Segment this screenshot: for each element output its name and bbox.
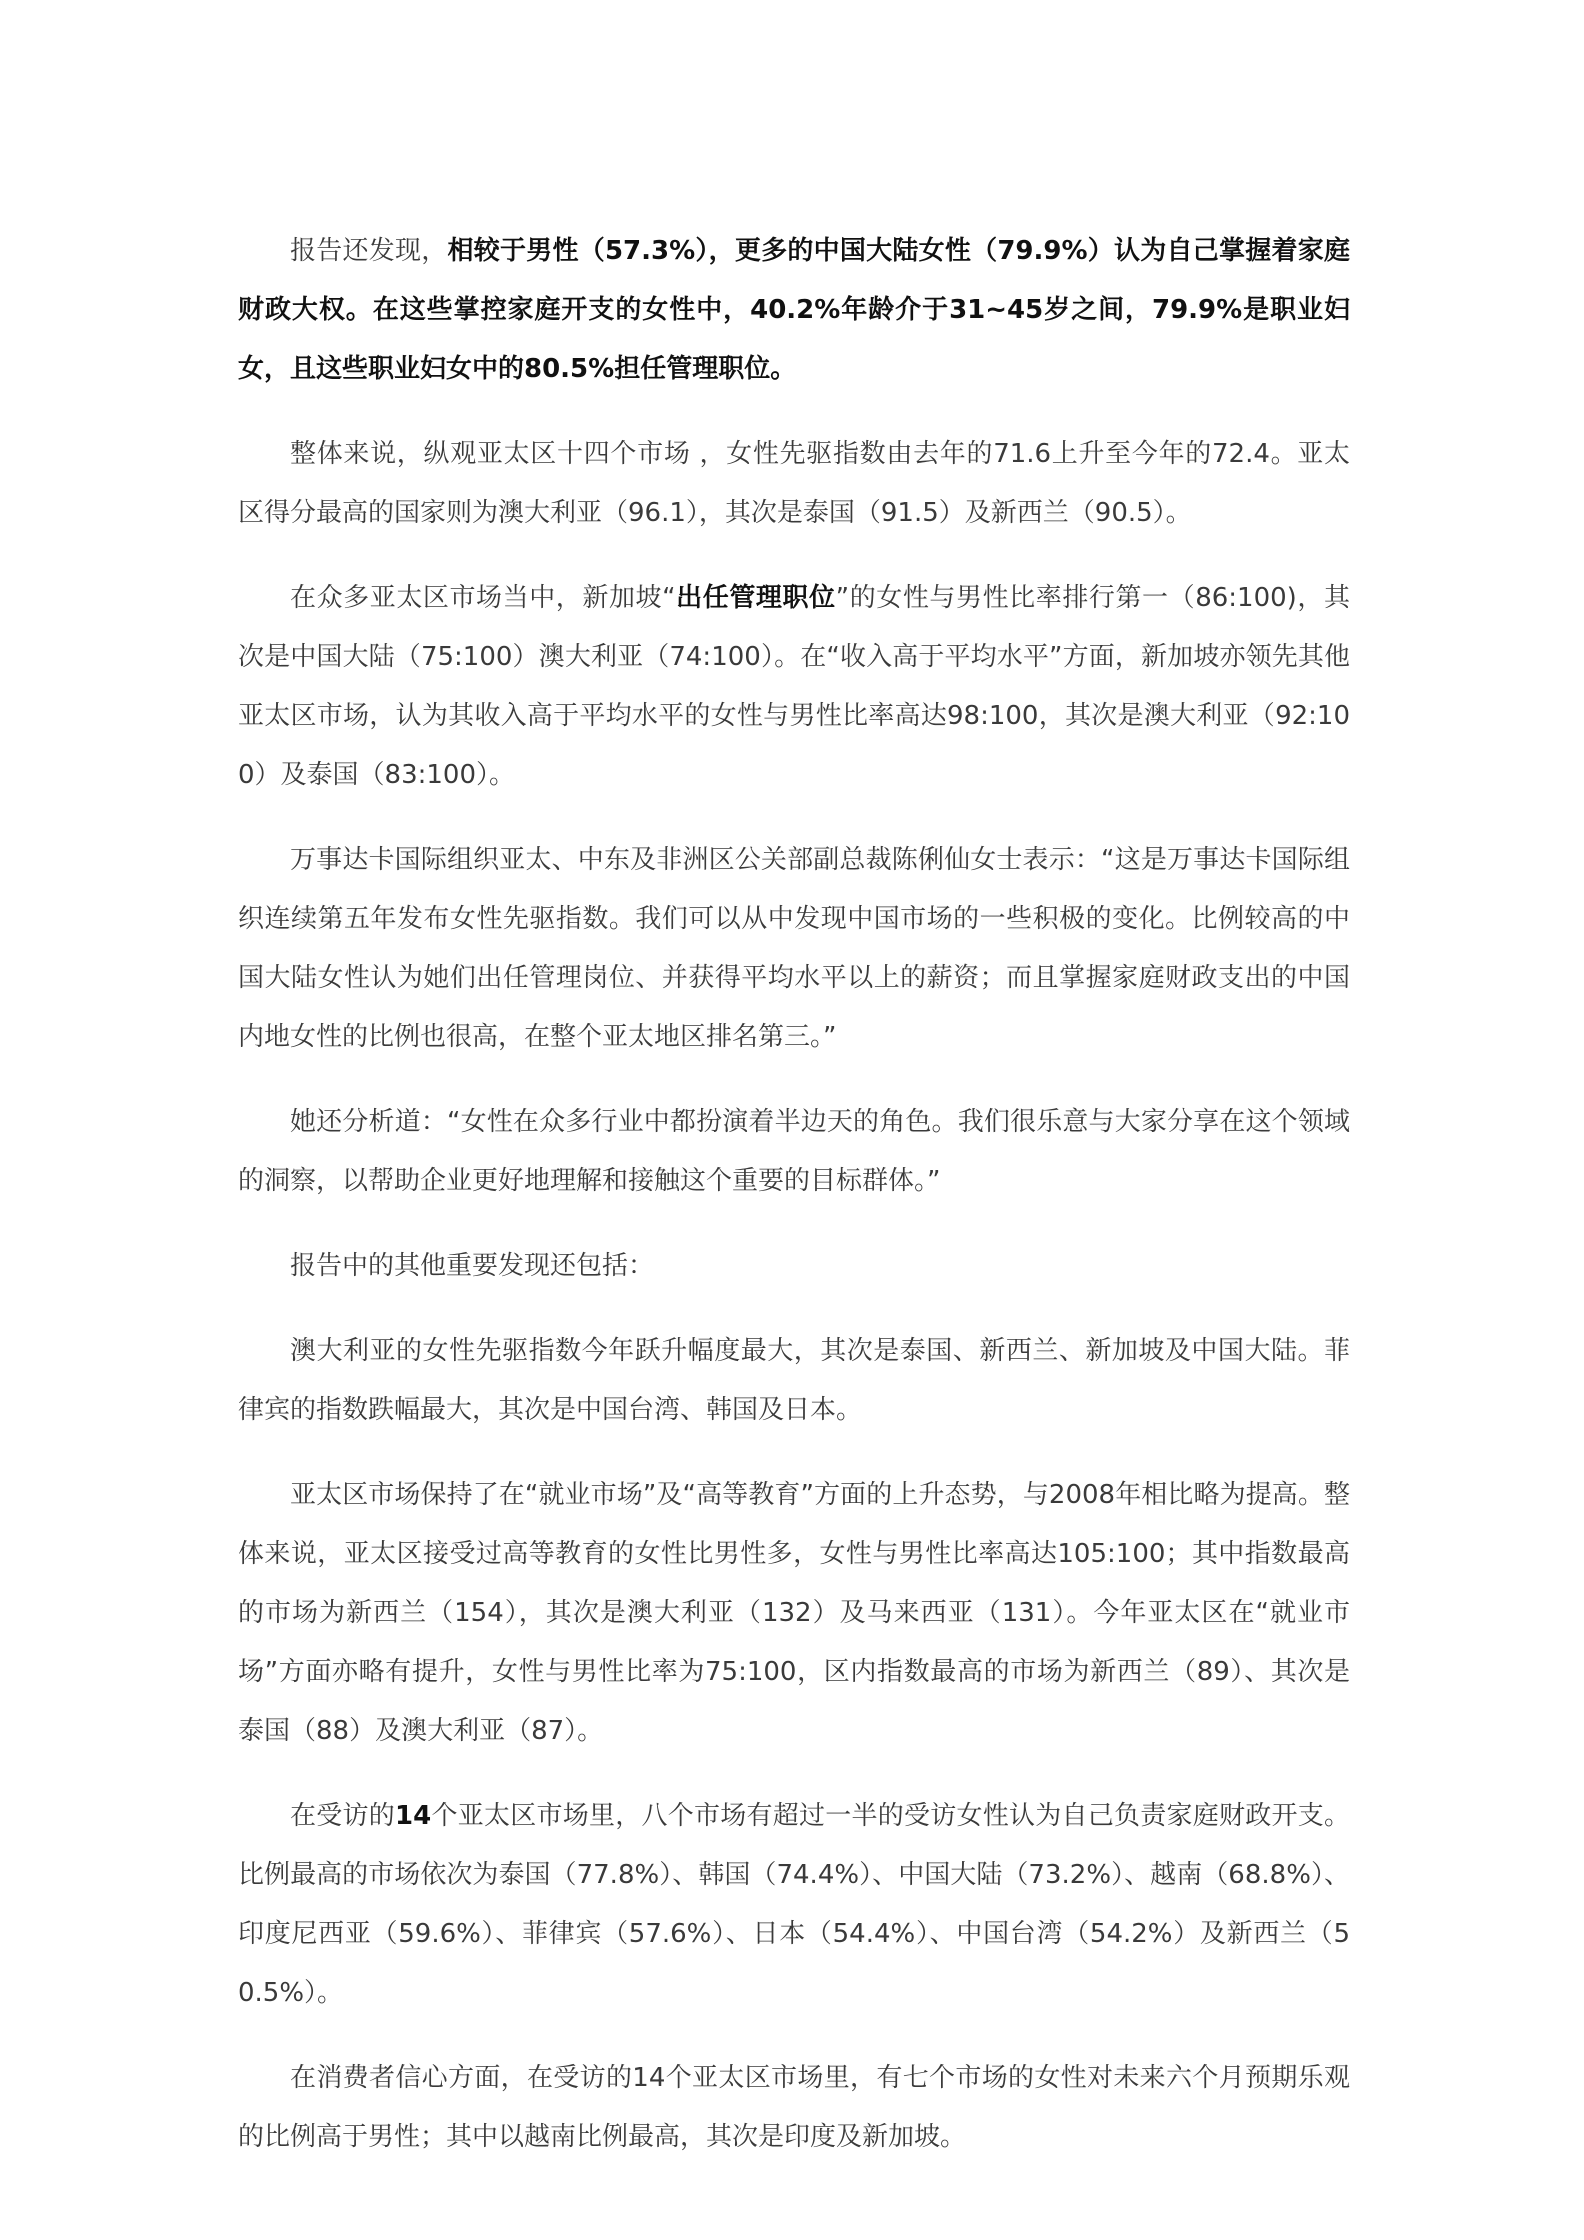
- paragraph-9-bold: 14: [395, 1801, 432, 1831]
- paragraph-5: 她还分析道：“女性在众多行业中都扮演着半边天的角色。我们很乐意与大家分享在这个领域的洞察，以帮助企业更好地理解和接触这个重要的目标群体。”: [238, 1107, 1350, 1196]
- paragraph-6: 报告中的其他重要发现还包括：: [290, 1251, 655, 1281]
- article-body: [238, 222, 1350, 2193]
- paragraph-9-lead: 在受访的: [290, 1801, 396, 1831]
- paragraph-3-rest: ”的女性与男性比率排行第一（86:100)，其次是中国大陆（75:100）澳大利亚（74:100）。在“收入高于平均水平”方面，新加坡亦领先其他亚太区市场，认为其收入高于平均水平的女性与男性比率高达98:100，其次是澳大利亚（92:100）及泰国（83:100）。: [238, 583, 1350, 790]
- paragraph-9-rest: 个亚太区市场里，八个市场有超过一半的受访女性认为自己负责家庭财政开支。比例最高的市场依次为泰国（77.8%）、韩国（74.4%）、中国大陆（73.2%）、越南（68.8%）、印度尼西亚（59.6%）、菲律宾（57.6%）、日本（54.4%）、中国台湾（54.2%）及新西兰（50.5%）。: [238, 1801, 1350, 2008]
- paragraph-9: [238, 1787, 1350, 2023]
- paragraph-7: 澳大利亚的女性先驱指数今年跃升幅度最大，其次是泰国、新西兰、新加坡及中国大陆。菲律宾的指数跌幅最大，其次是中国台湾、韩国及日本。: [238, 1336, 1350, 1425]
- paragraph-2: 整体来说，纵观亚太区十四个市场 ，女性先驱指数由去年的71.6上升至今年的72.4。亚太区得分最高的国家则为澳大利亚（96.1），其次是泰国（91.5）及新西兰（90.5）。: [238, 439, 1350, 528]
- paragraph-8: 亚太区市场保持了在“就业市场”及“高等教育”方面的上升态势，与2008年相比略为提高。整体来说，亚太区接受过高等教育的女性比男性多，女性与男性比率高达105:100；其中指数最高的市场为新西兰（154），其次是澳大利亚（132）及马来西亚（131）。今年亚太区在“就业市场”方面亦略有提升，女性与男性比率为75:100，区内指数最高的市场为新西兰（89）、其次是泰国（88）及澳大利亚（87）。: [238, 1480, 1350, 1746]
- paragraph-3-bold: 出任管理职位: [675, 583, 836, 613]
- paragraph-4: 万事达卡国际组织亚太、中东及非洲区公关部副总裁陈俐仙女士表示：“这是万事达卡国际组织连续第五年发布女性先驱指数。我们可以从中发现中国市场的一些积极的变化。比例较高的中国大陆女性认为她们出任管理岗位、并获得平均水平以上的薪资；而且掌握家庭财政支出的中国内地女性的比例也很高，在整个亚太地区排名第三。”: [238, 845, 1350, 1052]
- paragraph-10: 在消费者信心方面，在受访的14个亚太区市场里，有七个市场的女性对未来六个月预期乐观的比例高于男性；其中以越南比例最高，其次是印度及新加坡。: [238, 2063, 1350, 2152]
- paragraph-1: [238, 222, 1350, 399]
- paragraph-3: [238, 569, 1350, 805]
- paragraph-1-bold: 相较于男性（57.3%），更多的中国大陆女性（79.9%）认为自己掌握着家庭财政大权。在这些掌控家庭开支的女性中，40.2%年龄介于31~45岁之间，79.9%是职业妇女，且这些职业妇女中的80.5%担任管理职位。: [238, 236, 1350, 384]
- paragraph-3-lead: 在众多亚太区市场当中，新加坡“: [290, 583, 676, 613]
- paragraph-1-lead: 报告还发现，: [290, 236, 448, 266]
